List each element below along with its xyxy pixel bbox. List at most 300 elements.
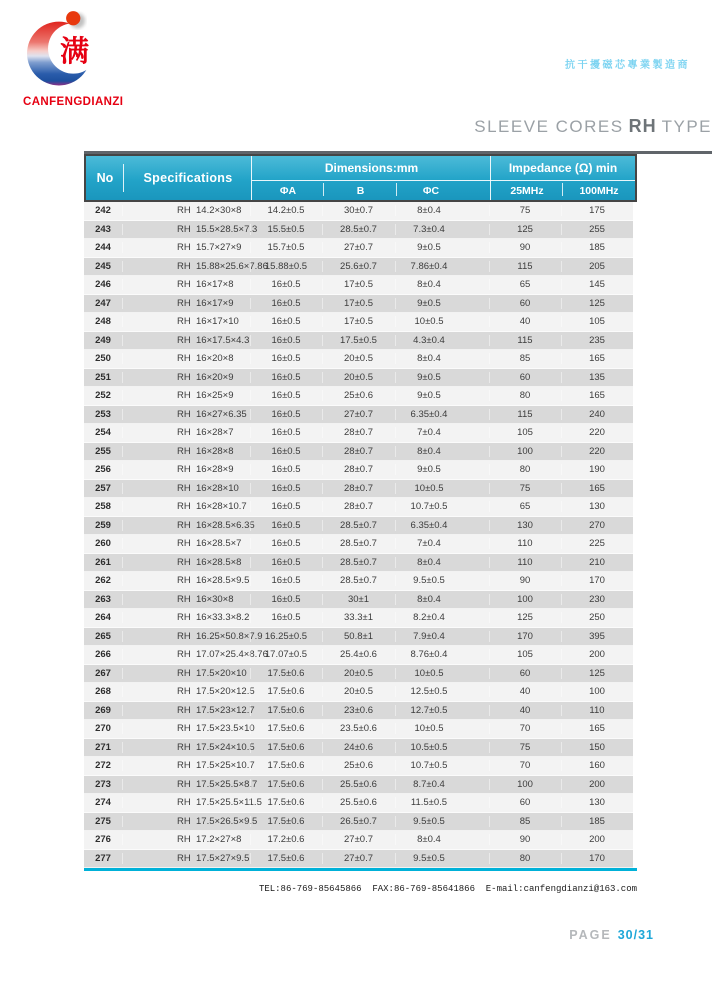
row-specification: RH 16×17×9 xyxy=(122,298,250,309)
row-dim-phi-a: 17.5±0.6 xyxy=(250,797,322,808)
row-impedance-25mhz: 40 xyxy=(489,686,561,697)
row-dim-b: 28±0.7 xyxy=(322,446,395,457)
row-dim-phi-c: 11.5±0.5 xyxy=(395,797,489,808)
row-impedance-25mhz: 65 xyxy=(489,279,561,290)
row-impedance-25mhz: 60 xyxy=(489,372,561,383)
row-dim-phi-a: 14.2±0.5 xyxy=(250,205,322,216)
row-impedance-25mhz: 85 xyxy=(489,353,561,364)
row-no: 248 xyxy=(95,316,111,328)
row-dim-b: 26.5±0.7 xyxy=(322,816,395,827)
company-tagline: 抗干擾磁芯專業製造商 xyxy=(565,60,690,71)
table-row xyxy=(84,850,633,869)
row-dim-phi-c: 8±0.4 xyxy=(395,279,489,290)
row-dim-b: 17±0.5 xyxy=(322,316,395,327)
row-dim-phi-a: 16±0.5 xyxy=(250,372,322,383)
row-impedance-25mhz: 75 xyxy=(489,205,561,216)
impedance-group-label: Impedance (Ω) min xyxy=(491,156,635,181)
row-dim-phi-a: 16±0.5 xyxy=(250,316,322,327)
row-specification: RH 15.88×25.6×7.86 xyxy=(122,261,250,272)
row-no: 242 xyxy=(95,205,111,217)
table-row xyxy=(84,646,633,665)
row-dim-b: 25±0.6 xyxy=(322,390,395,401)
table-bottom-accent xyxy=(84,868,637,871)
row-dim-phi-a: 16±0.5 xyxy=(250,298,322,309)
row-specification: RH 14.2×30×8 xyxy=(122,205,250,216)
table-row xyxy=(84,628,633,647)
row-no: 277 xyxy=(95,852,111,864)
row-dim-phi-c: 10.7±0.5 xyxy=(395,501,489,512)
row-impedance-100mhz: 205 xyxy=(561,261,633,272)
row-impedance-25mhz: 115 xyxy=(489,335,561,346)
row-dim-phi-c: 9±0.5 xyxy=(395,298,489,309)
table-row xyxy=(84,295,633,314)
row-impedance-25mhz: 80 xyxy=(489,464,561,475)
row-dim-phi-a: 16±0.5 xyxy=(250,464,322,475)
row-impedance-25mhz: 115 xyxy=(489,261,561,272)
col-header-phi-c: ΦC xyxy=(422,184,440,197)
title-emphasis: RH xyxy=(628,116,657,136)
row-dim-b: 25.6±0.7 xyxy=(322,261,395,272)
col-group-impedance xyxy=(491,156,635,200)
row-impedance-100mhz: 175 xyxy=(561,205,633,216)
table-row xyxy=(84,276,633,295)
row-impedance-100mhz: 165 xyxy=(561,723,633,734)
row-specification: RH 16×28×10.7 xyxy=(122,501,250,512)
row-dim-phi-a: 16±0.5 xyxy=(250,594,322,605)
row-dim-phi-c: 9±0.5 xyxy=(395,242,489,253)
row-specification: RH 17.5×24×10.5 xyxy=(122,742,250,753)
row-dim-phi-c: 12.7±0.5 xyxy=(395,705,489,716)
table-row xyxy=(84,350,633,369)
row-dim-phi-c: 9±0.5 xyxy=(395,372,489,383)
table-row xyxy=(84,221,633,240)
row-no: 254 xyxy=(95,427,111,439)
row-dim-b: 25.4±0.6 xyxy=(322,649,395,660)
row-impedance-100mhz: 165 xyxy=(561,353,633,364)
row-dim-phi-a: 16±0.5 xyxy=(250,483,322,494)
row-dim-phi-c: 10.5±0.5 xyxy=(395,742,489,753)
row-dim-phi-a: 17.5±0.6 xyxy=(250,816,322,827)
table-row xyxy=(84,739,633,758)
row-no: 245 xyxy=(95,260,111,272)
row-specification: RH 16×20×8 xyxy=(122,353,250,364)
table-row xyxy=(84,517,633,536)
row-impedance-25mhz: 170 xyxy=(489,631,561,642)
row-impedance-25mhz: 100 xyxy=(489,594,561,605)
row-dim-b: 28.5±0.7 xyxy=(322,224,395,235)
row-dim-phi-a: 16±0.5 xyxy=(250,279,322,290)
row-dim-b: 20±0.5 xyxy=(322,668,395,679)
row-impedance-100mhz: 210 xyxy=(561,557,633,568)
row-no: 258 xyxy=(95,501,111,513)
row-impedance-100mhz: 150 xyxy=(561,742,633,753)
row-dim-phi-c: 9.5±0.5 xyxy=(395,575,489,586)
col-header-no: No xyxy=(86,156,124,200)
row-no: 275 xyxy=(95,815,111,827)
row-specification: RH 17.5×25.5×8.7 xyxy=(122,779,250,790)
row-impedance-25mhz: 60 xyxy=(489,298,561,309)
row-dim-phi-c: 10±0.5 xyxy=(395,668,489,679)
row-impedance-100mhz: 160 xyxy=(561,760,633,771)
table-row xyxy=(84,609,633,628)
row-impedance-100mhz: 395 xyxy=(561,631,633,642)
row-specification: RH 16×25×9 xyxy=(122,390,250,401)
row-dim-b: 17±0.5 xyxy=(322,279,395,290)
row-dim-phi-c: 10.7±0.5 xyxy=(395,760,489,771)
row-dim-phi-a: 16±0.5 xyxy=(250,427,322,438)
row-dim-b: 28.5±0.7 xyxy=(322,520,395,531)
row-dim-b: 27±0.7 xyxy=(322,853,395,864)
page-indicator xyxy=(569,928,654,942)
row-dim-b: 28±0.7 xyxy=(322,501,395,512)
table-row xyxy=(84,776,633,795)
row-dim-b: 27±0.7 xyxy=(322,242,395,253)
row-impedance-25mhz: 105 xyxy=(489,649,561,660)
row-impedance-100mhz: 125 xyxy=(561,668,633,679)
row-impedance-100mhz: 130 xyxy=(561,797,633,808)
row-specification: RH 16×28×9 xyxy=(122,464,250,475)
row-dim-phi-c: 9±0.5 xyxy=(395,390,489,401)
row-specification: RH 17.5×20×10 xyxy=(122,668,250,679)
row-specification: RH 17.07×25.4×8.76 xyxy=(122,649,250,660)
row-dim-phi-c: 9.5±0.5 xyxy=(395,816,489,827)
row-no: 272 xyxy=(95,760,111,772)
row-impedance-25mhz: 100 xyxy=(489,446,561,457)
company-logo xyxy=(22,6,142,116)
row-no: 243 xyxy=(95,223,111,235)
row-specification: RH 17.5×27×9.5 xyxy=(122,853,250,864)
row-dim-b: 28.5±0.7 xyxy=(322,557,395,568)
table-row xyxy=(84,258,633,277)
row-dim-phi-c: 7.86±0.4 xyxy=(395,261,489,272)
row-dim-phi-a: 17.5±0.6 xyxy=(250,723,322,734)
row-impedance-25mhz: 75 xyxy=(489,483,561,494)
row-dim-b: 25±0.6 xyxy=(322,760,395,771)
table-row xyxy=(84,369,633,388)
row-dim-phi-c: 10±0.5 xyxy=(395,316,489,327)
row-no: 266 xyxy=(95,649,111,661)
table-row xyxy=(84,443,633,462)
row-dim-b: 25.5±0.6 xyxy=(322,779,395,790)
row-dim-phi-a: 16±0.5 xyxy=(250,520,322,531)
row-impedance-100mhz: 170 xyxy=(561,853,633,864)
row-dim-phi-c: 8±0.4 xyxy=(395,594,489,605)
row-no: 264 xyxy=(95,612,111,624)
row-dim-phi-c: 12.5±0.5 xyxy=(395,686,489,697)
table-row xyxy=(84,757,633,776)
row-dim-phi-c: 10±0.5 xyxy=(395,723,489,734)
table-row xyxy=(84,239,633,258)
row-specification: RH 16×17×10 xyxy=(122,316,250,327)
row-dim-phi-a: 16±0.5 xyxy=(250,335,322,346)
row-impedance-25mhz: 105 xyxy=(489,427,561,438)
spec-table xyxy=(84,154,637,871)
row-impedance-100mhz: 130 xyxy=(561,501,633,512)
row-impedance-25mhz: 60 xyxy=(489,797,561,808)
row-no: 271 xyxy=(95,741,111,753)
row-specification: RH 16.25×50.8×7.9 xyxy=(122,631,250,642)
row-impedance-25mhz: 90 xyxy=(489,242,561,253)
table-row xyxy=(84,831,633,850)
row-specification: RH 17.2×27×8 xyxy=(122,834,250,845)
row-dim-phi-c: 8±0.4 xyxy=(395,834,489,845)
table-row xyxy=(84,387,633,406)
row-specification: RH 16×33.3×8.2 xyxy=(122,612,250,623)
row-specification: RH 16×28×10 xyxy=(122,483,250,494)
row-dim-phi-a: 15.7±0.5 xyxy=(250,242,322,253)
row-dim-b: 28±0.7 xyxy=(322,464,395,475)
row-dim-phi-c: 7.9±0.4 xyxy=(395,631,489,642)
row-no: 251 xyxy=(95,371,111,383)
row-impedance-100mhz: 240 xyxy=(561,409,633,420)
table-row xyxy=(84,480,633,499)
row-impedance-100mhz: 135 xyxy=(561,372,633,383)
row-dim-phi-a: 16±0.5 xyxy=(250,575,322,586)
row-impedance-100mhz: 125 xyxy=(561,298,633,309)
row-impedance-100mhz: 255 xyxy=(561,224,633,235)
row-impedance-100mhz: 200 xyxy=(561,779,633,790)
row-no: 249 xyxy=(95,334,111,346)
row-dim-phi-a: 17.5±0.6 xyxy=(250,668,322,679)
row-dim-phi-a: 17.5±0.6 xyxy=(250,686,322,697)
row-dim-b: 20±0.5 xyxy=(322,686,395,697)
row-no: 263 xyxy=(95,593,111,605)
row-dim-phi-c: 10±0.5 xyxy=(395,483,489,494)
table-row xyxy=(84,683,633,702)
row-impedance-25mhz: 70 xyxy=(489,760,561,771)
row-specification: RH 17.5×25×10.7 xyxy=(122,760,250,771)
row-dim-b: 28±0.7 xyxy=(322,483,395,494)
col-header-phi-a: ΦA xyxy=(252,181,324,200)
row-impedance-100mhz: 165 xyxy=(561,390,633,401)
row-dim-phi-a: 17.5±0.6 xyxy=(250,742,322,753)
row-dim-phi-c: 9±0.5 xyxy=(395,464,489,475)
row-dim-phi-a: 17.5±0.6 xyxy=(250,760,322,771)
row-dim-phi-c: 6.35±0.4 xyxy=(395,409,489,420)
row-impedance-100mhz: 220 xyxy=(561,446,633,457)
row-impedance-100mhz: 235 xyxy=(561,335,633,346)
row-impedance-100mhz: 190 xyxy=(561,464,633,475)
row-dim-phi-a: 16±0.5 xyxy=(250,353,322,364)
row-dim-phi-a: 16±0.5 xyxy=(250,409,322,420)
row-specification: RH 16×28×7 xyxy=(122,427,250,438)
table-row xyxy=(84,554,633,573)
row-specification: RH 16×28.5×8 xyxy=(122,557,250,568)
page-label: PAGE xyxy=(569,928,612,942)
row-impedance-100mhz: 270 xyxy=(561,520,633,531)
logo-red-dot-icon xyxy=(66,11,80,25)
row-dim-b: 17.5±0.5 xyxy=(322,335,395,346)
table-row xyxy=(84,424,633,443)
row-impedance-100mhz: 100 xyxy=(561,686,633,697)
row-dim-b: 20±0.5 xyxy=(322,372,395,383)
table-row xyxy=(84,406,633,425)
row-impedance-100mhz: 200 xyxy=(561,834,633,845)
row-dim-b: 20±0.5 xyxy=(322,353,395,364)
row-impedance-25mhz: 115 xyxy=(489,409,561,420)
row-dim-b: 30±0.7 xyxy=(322,205,395,216)
row-impedance-100mhz: 165 xyxy=(561,483,633,494)
row-no: 265 xyxy=(95,630,111,642)
row-dim-phi-c: 4.3±0.4 xyxy=(395,335,489,346)
row-no: 262 xyxy=(95,575,111,587)
row-impedance-25mhz: 110 xyxy=(489,557,561,568)
row-specification: RH 16×17.5×4.3 xyxy=(122,335,250,346)
row-dim-phi-c: 7±0.4 xyxy=(395,427,489,438)
row-dim-phi-a: 17.5±0.6 xyxy=(250,779,322,790)
col-header-specifications: Specifications xyxy=(124,156,252,200)
row-impedance-25mhz: 65 xyxy=(489,501,561,512)
row-no: 252 xyxy=(95,390,111,402)
row-specification: RH 17.5×25.5×11.5 xyxy=(122,797,250,808)
row-impedance-100mhz: 225 xyxy=(561,538,633,549)
row-specification: RH 16×28.5×6.35 xyxy=(122,520,250,531)
col-header-b: B xyxy=(324,181,397,200)
row-impedance-25mhz: 75 xyxy=(489,742,561,753)
row-impedance-100mhz: 170 xyxy=(561,575,633,586)
row-impedance-25mhz: 125 xyxy=(489,612,561,623)
row-impedance-100mhz: 145 xyxy=(561,279,633,290)
row-specification: RH 17.5×23.5×10 xyxy=(122,723,250,734)
row-no: 259 xyxy=(95,519,111,531)
row-no: 255 xyxy=(95,445,111,457)
row-specification: RH 15.7×27×9 xyxy=(122,242,250,253)
table-row xyxy=(84,461,633,480)
row-impedance-25mhz: 110 xyxy=(489,538,561,549)
row-no: 276 xyxy=(95,834,111,846)
row-impedance-100mhz: 105 xyxy=(561,316,633,327)
row-impedance-25mhz: 125 xyxy=(489,224,561,235)
row-specification: RH 16×28.5×7 xyxy=(122,538,250,549)
table-row xyxy=(84,591,633,610)
row-dim-b: 24±0.6 xyxy=(322,742,395,753)
title-suffix: TYPE xyxy=(661,117,712,136)
table-row xyxy=(84,498,633,517)
row-dim-phi-c: 9.5±0.5 xyxy=(395,853,489,864)
row-no: 244 xyxy=(95,242,111,254)
row-specification: RH 17.5×20×12.5 xyxy=(122,686,250,697)
row-specification: RH 15.5×28.5×7.3 xyxy=(122,224,250,235)
row-specification: RH 16×17×8 xyxy=(122,279,250,290)
row-no: 274 xyxy=(95,797,111,809)
table-row xyxy=(84,313,633,332)
row-impedance-25mhz: 90 xyxy=(489,834,561,845)
row-specification: RH 17.5×23×12.7 xyxy=(122,705,250,716)
table-row xyxy=(84,535,633,554)
row-dim-phi-c: 8.7±0.4 xyxy=(395,779,489,790)
row-specification: RH 17.5×26.5×9.5 xyxy=(122,816,250,827)
row-dim-b: 27±0.7 xyxy=(322,409,395,420)
row-dim-phi-a: 17.5±0.6 xyxy=(250,853,322,864)
table-row xyxy=(84,332,633,351)
row-dim-b: 17±0.5 xyxy=(322,298,395,309)
row-dim-phi-a: 15.5±0.5 xyxy=(250,224,322,235)
row-dim-phi-a: 16±0.5 xyxy=(250,501,322,512)
row-no: 253 xyxy=(95,408,111,420)
row-impedance-100mhz: 185 xyxy=(561,242,633,253)
row-no: 269 xyxy=(95,704,111,716)
row-dim-phi-a: 16±0.5 xyxy=(250,557,322,568)
table-row xyxy=(84,702,633,721)
row-impedance-25mhz: 85 xyxy=(489,816,561,827)
row-no: 247 xyxy=(95,297,111,309)
table-row xyxy=(84,572,633,591)
row-dim-b: 50.8±1 xyxy=(322,631,395,642)
row-dim-b: 27±0.7 xyxy=(322,834,395,845)
row-impedance-100mhz: 250 xyxy=(561,612,633,623)
col-header-100mhz: 100MHz xyxy=(579,184,619,197)
row-dim-phi-a: 16±0.5 xyxy=(250,446,322,457)
row-no: 257 xyxy=(95,482,111,494)
row-impedance-100mhz: 110 xyxy=(561,705,633,716)
table-row xyxy=(84,720,633,739)
row-impedance-25mhz: 90 xyxy=(489,575,561,586)
row-specification: RH 16×20×9 xyxy=(122,372,250,383)
row-no: 268 xyxy=(95,686,111,698)
row-dim-phi-a: 17.5±0.6 xyxy=(250,705,322,716)
row-dim-phi-a: 17.07±0.5 xyxy=(250,649,322,660)
row-impedance-25mhz: 100 xyxy=(489,779,561,790)
row-specification: RH 16×30×8 xyxy=(122,594,250,605)
page-value: 30/31 xyxy=(617,928,654,942)
table-body xyxy=(84,202,633,868)
col-header-25mhz: 25MHz xyxy=(491,181,563,200)
row-dim-phi-a: 16±0.5 xyxy=(250,390,322,401)
table-row xyxy=(84,665,633,684)
row-dim-b: 23±0.6 xyxy=(322,705,395,716)
row-impedance-25mhz: 40 xyxy=(489,316,561,327)
row-no: 246 xyxy=(95,279,111,291)
row-impedance-25mhz: 80 xyxy=(489,853,561,864)
row-dim-phi-c: 6.35±0.4 xyxy=(395,520,489,531)
title-prefix: SLEEVE CORES xyxy=(474,117,624,136)
row-no: 256 xyxy=(95,464,111,476)
row-dim-phi-c: 7.3±0.4 xyxy=(395,224,489,235)
row-dim-b: 28.5±0.7 xyxy=(322,538,395,549)
row-specification: RH 16×27×6.35 xyxy=(122,409,250,420)
row-dim-b: 23.5±0.6 xyxy=(322,723,395,734)
row-impedance-100mhz: 200 xyxy=(561,649,633,660)
contact-info: TEL:86-769-85645866 FAX:86-769-85641866 E-mail:canfengdianzi@163.com xyxy=(258,884,637,894)
row-specification: RH 16×28.5×9.5 xyxy=(122,575,250,586)
logo-wordmark: CANFENGDIANZI xyxy=(23,96,124,108)
row-impedance-100mhz: 230 xyxy=(561,594,633,605)
row-dim-phi-a: 16.25±0.5 xyxy=(250,631,322,642)
page-title xyxy=(474,116,712,137)
row-dim-phi-a: 16±0.5 xyxy=(250,612,322,623)
row-dim-phi-c: 8.2±0.4 xyxy=(395,612,489,623)
dimensions-group-label: Dimensions:mm xyxy=(252,156,491,181)
row-impedance-100mhz: 220 xyxy=(561,427,633,438)
row-impedance-25mhz: 40 xyxy=(489,705,561,716)
row-no: 260 xyxy=(95,538,111,550)
row-dim-phi-c: 8.76±0.4 xyxy=(395,649,489,660)
table-row xyxy=(84,813,633,832)
table-row xyxy=(84,202,633,221)
row-dim-b: 28.5±0.7 xyxy=(322,575,395,586)
table-header xyxy=(84,154,637,202)
col-group-dimensions xyxy=(252,156,491,200)
row-impedance-25mhz: 70 xyxy=(489,723,561,734)
row-impedance-25mhz: 60 xyxy=(489,668,561,679)
row-dim-b: 25.5±0.6 xyxy=(322,797,395,808)
row-dim-phi-c: 8±0.4 xyxy=(395,205,489,216)
row-impedance-25mhz: 80 xyxy=(489,390,561,401)
row-no: 261 xyxy=(95,556,111,568)
row-dim-phi-a: 16±0.5 xyxy=(250,538,322,549)
row-dim-phi-c: 7±0.4 xyxy=(395,538,489,549)
row-impedance-100mhz: 185 xyxy=(561,816,633,827)
